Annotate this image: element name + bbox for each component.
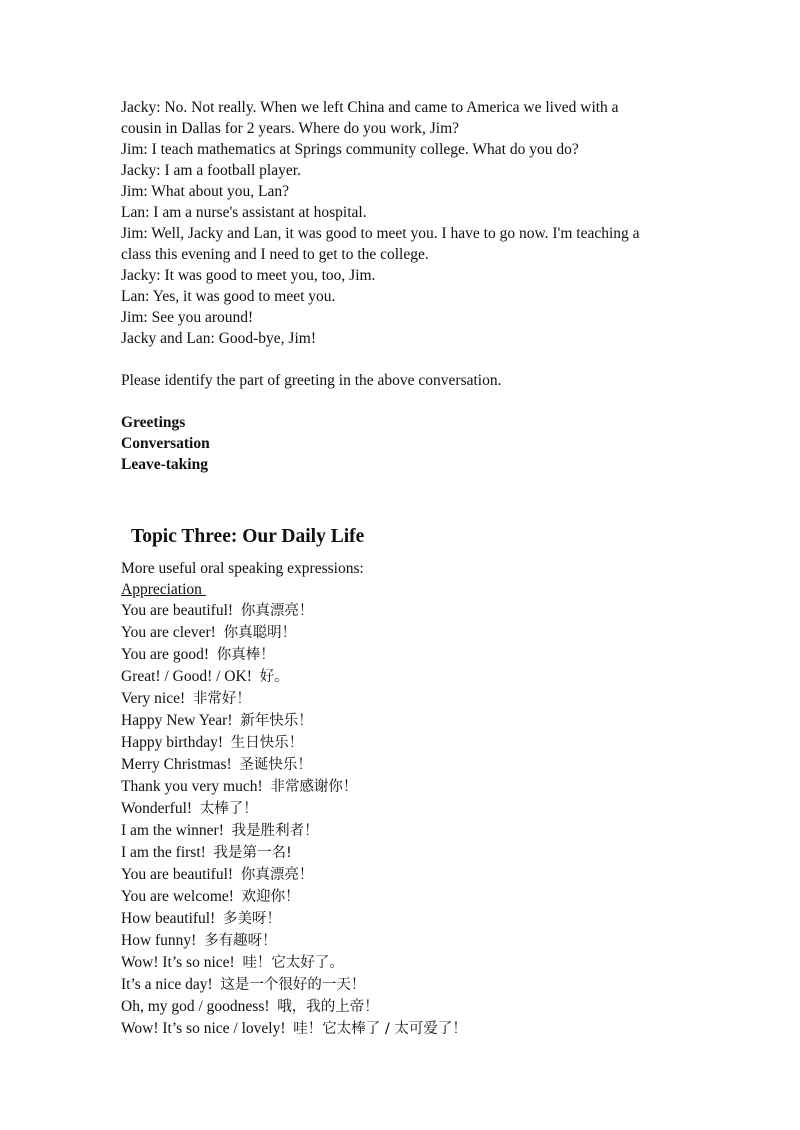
expression-chinese: 多美呀！: [223, 911, 282, 927]
expression-chinese: 你真棒！: [216, 647, 275, 663]
expression-item: [121, 622, 681, 644]
spacer: [121, 349, 681, 370]
conversation-line: Jim: See you around!: [121, 309, 254, 326]
expression-english: Very nice!: [121, 690, 186, 707]
expression-item: [121, 952, 681, 974]
expression-english: You are good!: [121, 646, 209, 663]
expression-chinese: 非常感谢你！: [270, 779, 358, 795]
expression-chinese: 好。: [259, 669, 289, 685]
expression-english: How beautiful!: [121, 910, 216, 927]
expression-chinese: 我是胜利者！: [231, 823, 319, 839]
expression-chinese: 哦，我的上帝！: [277, 999, 379, 1015]
section-heading-wrap: [121, 579, 681, 600]
expression-item: [121, 820, 681, 842]
expression-item: [121, 1018, 681, 1040]
expression-english: You are beautiful!: [121, 602, 234, 619]
expression-item: [121, 864, 681, 886]
conversation-block: [121, 97, 681, 475]
expression-chinese: 你真聪明！: [223, 625, 297, 641]
expression-chinese: 哇！它太好了。: [242, 955, 344, 971]
expressions-block: [121, 558, 681, 1040]
expression-english: You are welcome!: [121, 888, 234, 905]
expression-english: You are beautiful!: [121, 866, 234, 883]
expression-chinese: 多有趣呀！: [204, 933, 277, 949]
expression-chinese: 圣诞快乐！: [239, 757, 312, 773]
expression-chinese: 这是一个很好的一天！: [220, 977, 366, 993]
expression-item: [121, 908, 681, 930]
expression-english: Happy New Year!: [121, 712, 233, 729]
conversation-line: Jim: I teach mathematics at Springs community college. What do you do?: [121, 141, 579, 158]
option-greetings: Greetings: [121, 414, 186, 431]
conversation-line: Lan: Yes, it was good to meet you.: [121, 288, 336, 305]
conversation-line: Jacky: No. Not really. When we left China and came to America we lived with a: [121, 99, 619, 116]
expression-english: Merry Christmas!: [121, 756, 232, 773]
expression-english: Wow! It’s so nice!: [121, 954, 235, 971]
expression-item: [121, 754, 681, 776]
expression-english: I am the winner!: [121, 822, 224, 839]
expression-chinese: 你真漂亮！: [240, 867, 314, 883]
expression-english: Wow! It’s so nice / lovely!: [121, 1020, 286, 1037]
conversation-line: Jacky: It was good to meet you, too, Jim.: [121, 267, 376, 284]
expression-english: Thank you very much!: [121, 778, 263, 795]
conversation-line: class this evening and I need to get to the college.: [121, 246, 429, 263]
intro-text: More useful oral speaking expressions:: [121, 560, 364, 577]
expression-english: It’s a nice day!: [121, 976, 213, 993]
expression-english: Oh, my god / goodness!: [121, 998, 270, 1015]
conversation-line: Jim: Well, Jacky and Lan, it was good to meet you. I have to go now. I'm teaching a: [121, 225, 640, 242]
expression-item: [121, 666, 681, 688]
conversation-line: cousin in Dallas for 2 years. Where do you work, Jim?: [121, 120, 460, 137]
expression-item: [121, 776, 681, 798]
expression-item: [121, 600, 681, 622]
conversation-line: Jacky and Lan: Good-bye, Jim!: [121, 330, 316, 347]
expression-item: [121, 710, 681, 732]
expression-item: [121, 930, 681, 952]
expression-item: [121, 688, 681, 710]
expression-item: [121, 886, 681, 908]
conversation-line: Jim: What about you, Lan?: [121, 183, 290, 200]
expression-chinese: 我是第一名!: [213, 845, 292, 861]
expression-item: [121, 842, 681, 864]
conversation-line: Lan: I am a nurse's assistant at hospital.: [121, 204, 367, 221]
expression-item: [121, 974, 681, 996]
question-text: Please identify the part of greeting in the above conversation.: [121, 372, 502, 389]
spacer: [121, 391, 681, 412]
expression-chinese: 你真漂亮！: [240, 603, 314, 619]
expression-english: Wonderful!: [121, 800, 193, 817]
option-conversation: Conversation: [121, 435, 210, 452]
expression-item: [121, 644, 681, 666]
expression-list: [121, 600, 681, 1040]
topic-title: Topic Three: Our Daily Life: [131, 526, 365, 547]
expression-english: Great! / Good! / OK!: [121, 668, 252, 685]
expression-chinese: 非常好！: [192, 691, 251, 707]
expression-item: [121, 798, 681, 820]
expression-english: How funny!: [121, 932, 197, 949]
expression-chinese: 哇！它太棒了 / 太可爱了！: [293, 1021, 467, 1037]
expression-english: I am the first!: [121, 844, 206, 861]
expression-item: [121, 732, 681, 754]
expression-chinese: 欢迎你！: [241, 889, 300, 905]
expression-english: You are clever!: [121, 624, 216, 641]
expression-chinese: 生日快乐！: [230, 735, 304, 751]
option-leave-taking: Leave-taking: [121, 456, 208, 473]
expression-item: [121, 996, 681, 1018]
expression-english: Happy birthday!: [121, 734, 224, 751]
expression-chinese: 太棒了！: [199, 801, 258, 817]
section-heading: Appreciation: [121, 581, 206, 598]
conversation-line: Jacky: I am a football player.: [121, 162, 301, 179]
expression-chinese: 新年快乐！: [240, 713, 313, 729]
